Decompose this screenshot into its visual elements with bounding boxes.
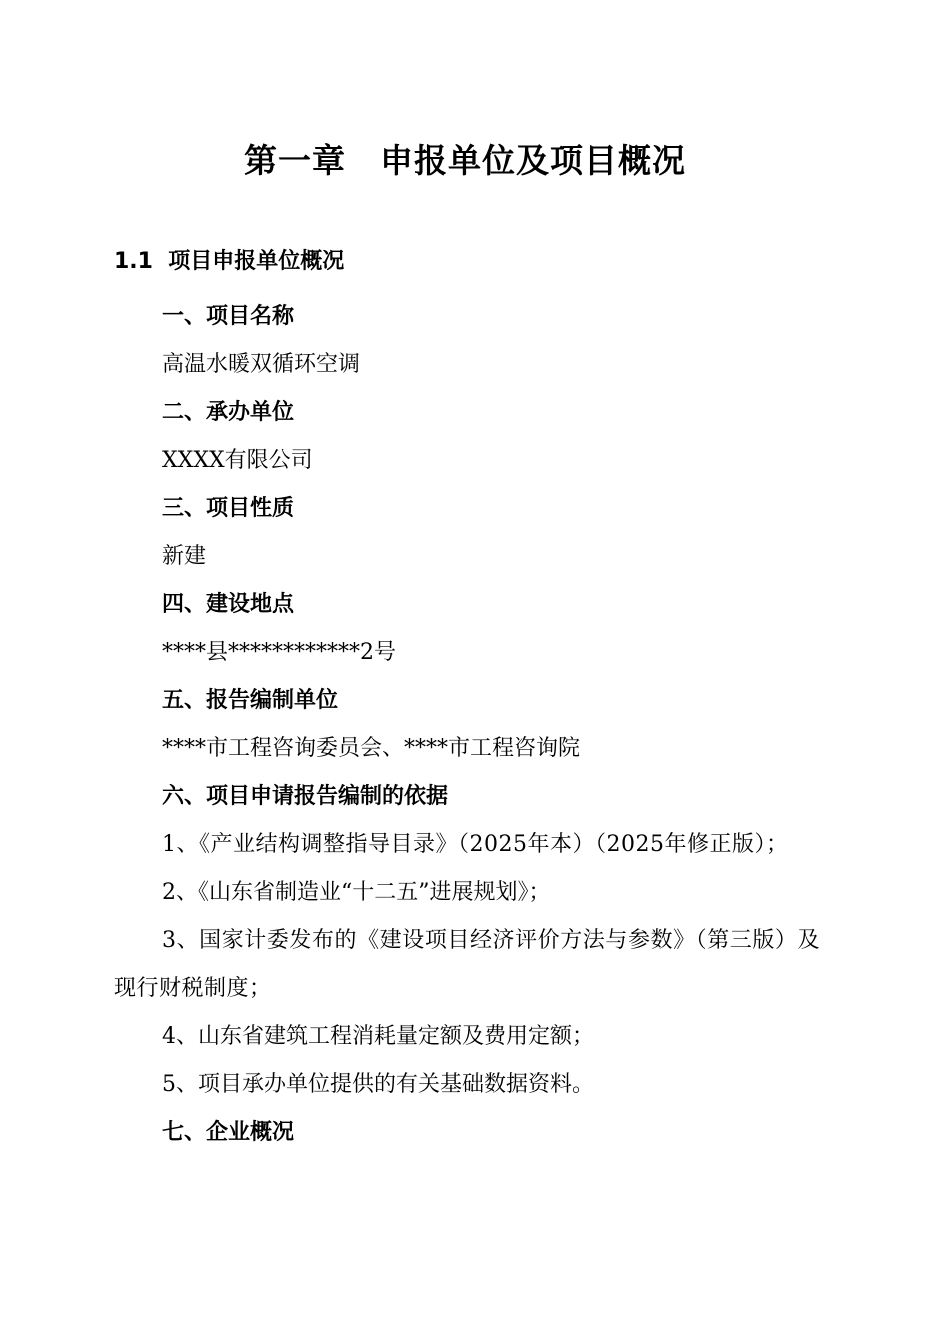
undertaking-unit-heading: 二、承办单位: [162, 400, 295, 425]
report-basis-heading: 六、项目申请报告编制的依据: [162, 784, 449, 809]
project-name-value: 高温水暖双循环空调: [162, 352, 361, 377]
project-nature-heading: 三、项目性质: [162, 496, 295, 521]
company-overview-heading: 七、企业概况: [162, 1120, 295, 1145]
basis-item: 3、国家计委发布的《建设项目经济评价方法与参数》（第三版）及现行财税制度；: [114, 928, 820, 1001]
basis-item: 5、项目承办单位提供的有关基础数据资料。: [162, 1072, 594, 1097]
construction-site-value: ****县************2号: [162, 640, 396, 665]
section-heading: 1.1 项目申报单位概况: [114, 249, 345, 274]
document-body: [114, 293, 820, 1157]
construction-site-heading: 四、建设地点: [162, 592, 295, 617]
basis-item: 4、山东省建筑工程消耗量定额及费用定额；: [162, 1024, 594, 1049]
report-preparer-value: ****市工程咨询委员会、****市工程咨询院: [162, 736, 581, 761]
project-name-heading: 一、项目名称: [162, 304, 295, 329]
chapter-title: 第一章 申报单位及项目概况: [244, 141, 686, 180]
project-nature-value: 新建: [162, 544, 207, 569]
basis-item: 2、《山东省制造业“十二五”进展规划》；: [162, 880, 551, 905]
basis-item: 1、《产业结构调整指导目录》（2025年本）（2025年修正版）；: [162, 832, 789, 857]
undertaking-unit-value: XXXX有限公司: [162, 448, 313, 473]
report-preparer-heading: 五、报告编制单位: [162, 688, 339, 713]
